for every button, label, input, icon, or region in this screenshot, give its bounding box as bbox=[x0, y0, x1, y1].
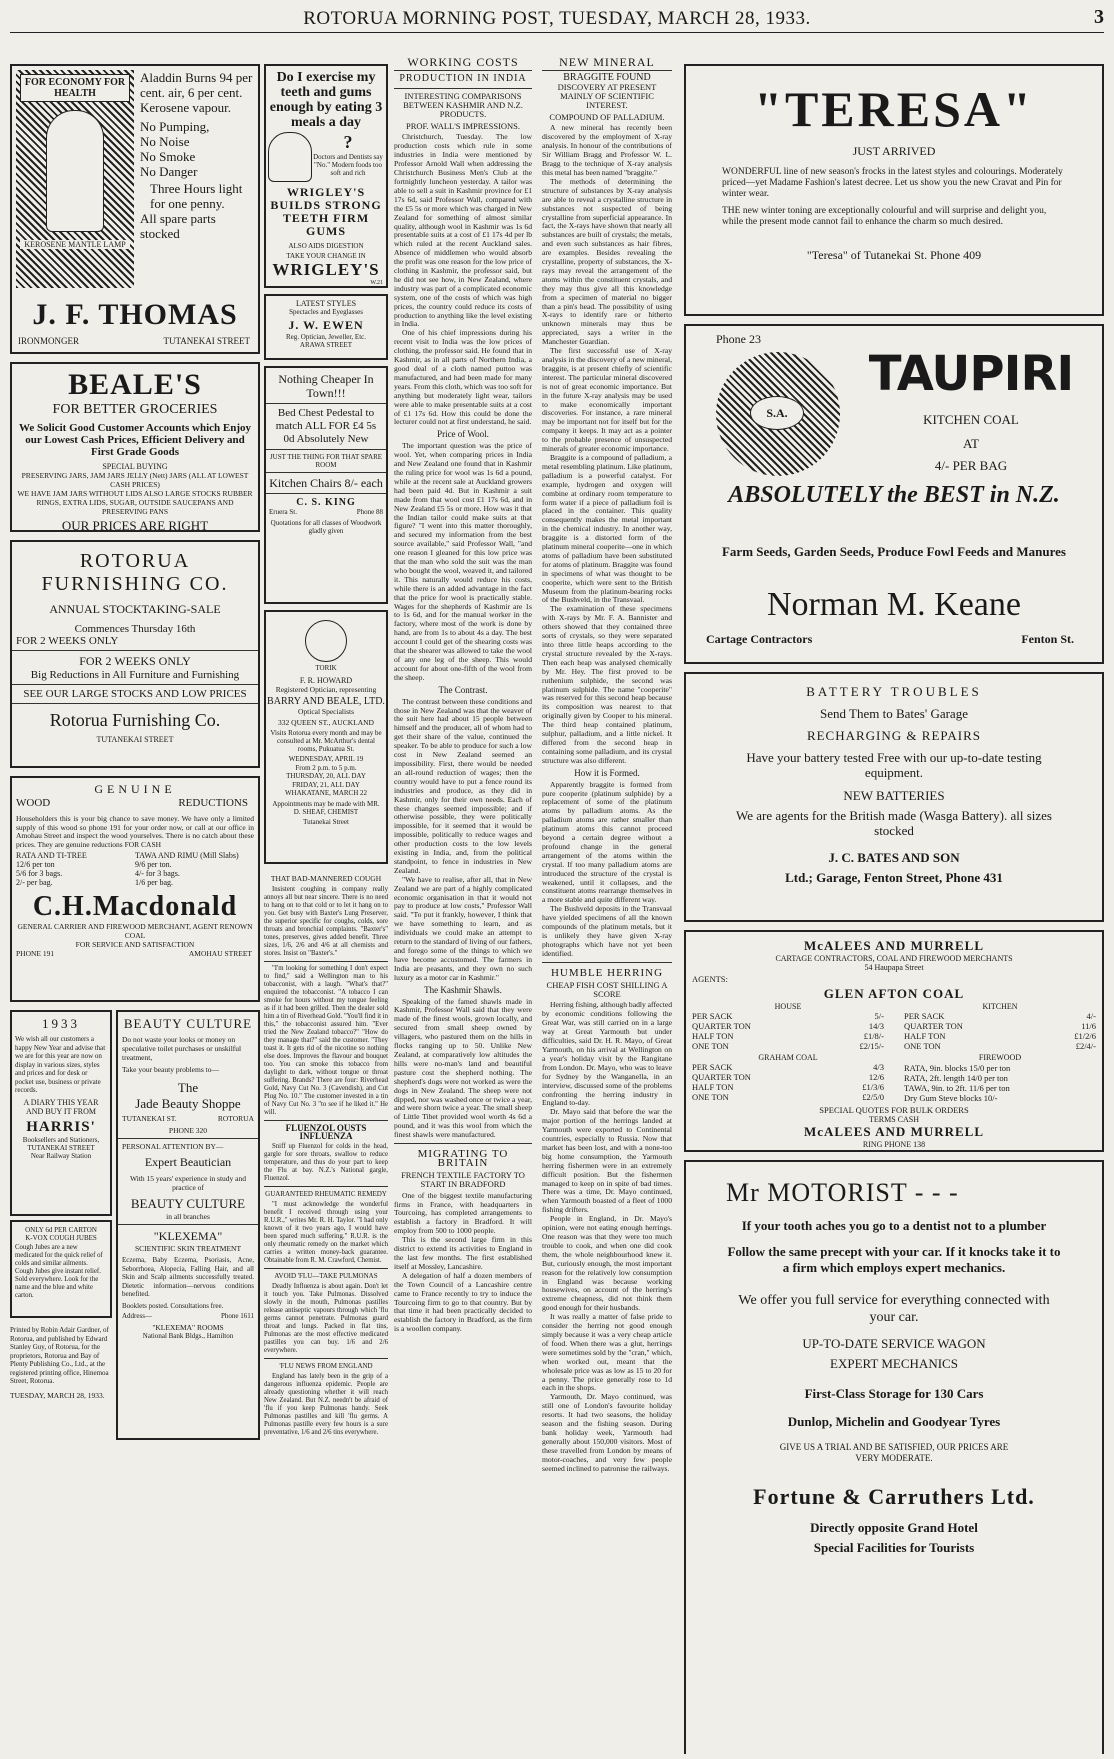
ewen-line1: LATEST STYLES bbox=[295, 299, 357, 308]
lamp-icon bbox=[46, 110, 104, 232]
price-row bbox=[692, 1041, 884, 1051]
personal-text: PERSONAL ATTENTION BY— bbox=[122, 1142, 224, 1151]
trade: Booksellers and Stationers, TUTANEKAI STREET bbox=[22, 1135, 100, 1152]
price-label: QUARTER TON bbox=[692, 1021, 751, 1031]
business-name: J. C. BATES AND SON bbox=[828, 850, 960, 865]
address-label: Address— bbox=[122, 1311, 152, 1320]
column-1 bbox=[10, 54, 260, 1754]
logo-text: S.A. bbox=[750, 396, 804, 430]
phone: PHONE 191 bbox=[16, 949, 55, 958]
price-row bbox=[904, 1031, 1096, 1041]
town: ROTORUA bbox=[217, 1114, 254, 1123]
address: Eruera St. bbox=[269, 508, 297, 516]
article-title: WORKING COSTS bbox=[407, 55, 519, 69]
klexema-body: Eczema, Baby Eczema, Psoriasis, Acne, Seborrhoea, Alopecia, Falling Hair, and all Skin and Scalp ailments successfully treated. Dietetic information—nervous conditions benefited. bbox=[122, 1256, 254, 1298]
reductions-heading: REDUCTIONS bbox=[178, 797, 248, 809]
price-row bbox=[692, 1011, 884, 1021]
product-name: K-VOX COUGH JUBES bbox=[25, 1234, 97, 1242]
business-name: ROTORUA bbox=[79, 550, 191, 572]
duration-text: FOR 2 WEEKS ONLY bbox=[16, 635, 119, 647]
paragraph: The methods of determining the structure of substances by X-ray analysis are able to reveal a crystalline structure in substances not suspected of being crystalline from superficial appearance. In fact, the X-rays have shown that nearly all substances are built of crystals; the metals, and even such substances as hair fibres, are examples. Besides revealing the crystalline, property of substances, the X-rays may reveal the arrangement of the atoms within the constituent crystals, and they may thus give all this knowledge from a specimen of material no bigger than a pin's head. The possibility of using X-rays to identify rare or hitherto unknown minerals may thus be appreciated, says a writer in the Manchester Guardian. bbox=[542, 176, 672, 347]
section-heading: The Contrast. bbox=[438, 684, 488, 695]
price-list-tawa bbox=[135, 851, 254, 887]
doctors-text: Doctors and Dentists say "No." Modern foods too soft and rich bbox=[313, 153, 383, 177]
article-body: Insistent coughing in company really annoys all but near sincere. There is no need to hang on to that cold or to let it hang on to you. Get busy with Baxter's Lung Preserver, the superior specific for coughs, colds, sore throats and bronchial complaints. "Baxter's" tones, preserves, gives added benefit. Three sizes, 1/6, 2/6 and 4/6 at all chemists and stores. Insist on "Baxter's." bbox=[264, 886, 388, 957]
ad-keane bbox=[684, 324, 1104, 664]
paragraph: Dr. Mayo said that before the war the major portion of the herrings landed at Yarmouth were exported to Continental countries, especially to Russia. Now that market has been lost, and with a none-too big home consumption, the Yarmouth herring fishermen were in an extremely difficult position. But the fishermen managed to keep on in spite of bad times. There was a time, Dr. Mayo continued, when Yarmouth boasted of a fleet of 1000 fishing drifters. bbox=[542, 1107, 672, 1215]
price: 1/6 per bag. bbox=[135, 878, 173, 887]
chairs-text: Kitchen Chairs 8/- each bbox=[269, 476, 383, 490]
paragraph: The Bushveld deposits in the Transvaal have yielded specimens of all the known compounds of the platinum metals, but it is unlikely they have given X-ray photographs which have not yet been identified. bbox=[542, 904, 672, 958]
commences-text: Commences Thursday 16th bbox=[74, 623, 196, 635]
page-number: 3 bbox=[1094, 6, 1104, 28]
coal-name: GLEN AFTON COAL bbox=[823, 986, 965, 1001]
diary-text: A DIARY THIS YEAR AND BUY IT FROM bbox=[23, 1097, 99, 1116]
date: From 2 p.m. to 5 p.m. bbox=[295, 763, 357, 772]
absolutely-text: ABSOLUTELY the BEST in N.Z. bbox=[728, 482, 1060, 508]
paragraph: It was really a matter of false pride to consider the herring not good enough simply because it was a very cheap article of food. When there was a glut, herrings were sometimes sold by the "cran," which, when worked out, meant that the wholesale price was as low as 15 to 20 for a penny. The price generally rose to 1d each in the shops. bbox=[542, 1312, 672, 1393]
small-articles bbox=[264, 872, 388, 1437]
solicit-text: We Solicit Good Customer Accounts which Enjoy our Lowest Cash Prices, Efficient Delivery and First Grade Goods bbox=[18, 422, 252, 458]
article-subtitle: CHEAP FISH COST SHILLING A SCORE bbox=[546, 979, 668, 999]
product-body: Cough Jubes are a new medicated for the quick relief of colds and similar ailments. Cough Jubes give instant relief. Sold everywhere. Look for the name and the blue and white carton. bbox=[15, 1244, 103, 1299]
send-text: Send Them to Bates' Garage bbox=[820, 706, 968, 721]
price-label: ONE TON bbox=[692, 1041, 729, 1051]
digest-text: ALSO AIDS DIGESTION bbox=[288, 242, 364, 250]
article-body: "I'm looking for something I don't expect to find," said a Wellington man to his tobacconist, with a laugh. "What's that?" enquired the tobacconist. "A tobacco I can smoke for hours without my tongue feeling as if it had been grilled. Then the dealer sold him a tin of Riverhead Gold. "You'll find it in this," the tobacconist assured him. "Ever tried the New Zealand tobacco?" "How do they manage that?" said the customer. "They toast it. It gets rid of the nicotine so nothing else does. Improves the flavour and bouquet too. You can smoke this tobacco from daylight to dark, without tongue or throat suffering. Brands? There are four: Riverhead Gold, Navy Cut No. 3 (Cavendish), and Cut Plug No. 10." The customer invested in a tin of Navy Cut No. 3 "to see if he liked it." He will. bbox=[264, 965, 388, 1116]
price-row bbox=[692, 1062, 884, 1072]
wrigley-headline: Do I exercise my teeth and gums enough by eating 3 meals a day bbox=[269, 70, 383, 130]
ad-teresa bbox=[684, 64, 1104, 316]
price-label: HALF TON bbox=[692, 1082, 734, 1092]
beauty-take: Take your beauty problems to— bbox=[122, 1065, 219, 1074]
tourists-text: Special Facilities for Tourists bbox=[813, 1540, 975, 1555]
paragraph: Herring fishing, although badly affected by economic conditions following the Great War, was still carried on in a large way at Great Yarmouth but under difficulties, said Dr. H. R. Mayo, of Great Yarmouth, on his arrival at Wellington on a year's holiday visit by the Rangitane from London. Dr. Mayo, who was to leave for Sydney by the Wanganella, in an interview, discussed some of the problems confronting the herring industry in England to-day. bbox=[542, 1000, 672, 1108]
price-label: PER SACK bbox=[692, 1062, 733, 1072]
price-value: 11/6 bbox=[1081, 1021, 1096, 1031]
battery-title: BATTERY TROUBLES bbox=[806, 684, 982, 699]
spares-text: All spare parts stocked bbox=[140, 211, 216, 241]
column-5 bbox=[684, 54, 1104, 1754]
business-name: BEALE'S bbox=[68, 368, 202, 401]
special-heading: SPECIAL BUYING bbox=[102, 462, 168, 471]
ad-harris bbox=[10, 1010, 112, 1216]
kitchen-coal-table bbox=[904, 1002, 1096, 1051]
price-row bbox=[692, 1092, 884, 1102]
phone: RING PHONE 138 bbox=[862, 1140, 926, 1149]
ad-beauty bbox=[116, 1010, 260, 1440]
tyres-text: Dunlop, Michelin and Goodyear Tyres bbox=[787, 1414, 1001, 1429]
year: 1933 bbox=[42, 1016, 80, 1031]
beauty-title-2: BEAUTY CULTURE bbox=[130, 1196, 246, 1211]
article-body: "I must acknowledge the wonderful benefit I received through using your R.U.R.," writes Mr. R. H. Taylor. "I had only known of it two years ago, I would have been spared much suffering." R.U.R. is the only rheumatic remedy on the market which carries a written money-back guarantee. Obtainable from R. M. Crawford, Chemist. bbox=[264, 1201, 388, 1264]
article-subtitle-2: DISCOVERY AT PRESENT MAINLY OF SCIENTIFIC INTEREST. bbox=[557, 81, 657, 110]
ad-king bbox=[264, 366, 388, 604]
masthead bbox=[10, 6, 1104, 33]
see-text: SEE OUR LARGE STOCKS AND LOW PRICES bbox=[23, 688, 247, 700]
paragraph: Speaking of the famed shawls made in Kashmir, Professor Wall said that they were made of the finest wools, grown locally, and secured from small sheep owned by villagers, who pastured them on the hills in flocks ranging up to 50. Unlike New Zealand, at comparatively low altitudes the hills were no-man's land and beautiful pasture cost the shepherd nothing. The shepherd's dogs were not worked as were the dogs in New Zealand. The sheep were not dipped, nor was washed once or twice a year, and were shorn twice a year. The small sheep of Little Tibet provided wool worth 4s 6d a pound, and it was this wool from which the finest shawls were manufactured. bbox=[394, 996, 532, 1140]
headline: Aladdin Burns 94 per cent. air, 6 per cent. Kerosene vapour. bbox=[140, 70, 253, 115]
price-row bbox=[692, 1031, 884, 1041]
ad-howard bbox=[264, 610, 388, 864]
section-heading: Price of Wool. bbox=[437, 429, 489, 440]
motorist-title: Mr MOTORIST - - - bbox=[726, 1178, 959, 1207]
price: ONLY 6d PER CARTON bbox=[25, 1226, 97, 1234]
imprint bbox=[10, 1326, 112, 1400]
paragraph: Braggite is a compound of palladium, a metal resembling platinum. Like platinum, palladium is a powerful catalyst. For example, hydrogen and oxygen will combine at ordinary room temperature to form water if a piece of palladium foil is placed in the container. This quality consequently makes the metal important in the chemical industry. In another way, braggite is a distorted form of the platinum mineral cooperite—one in which atoms of palladium have been substituted for atoms of platinum. Braggite was found in specimens of what was thought to be cooperite, which were sent to the British Museum from the platinum-bearing rocks of the Bushveld, in the Transvaal. bbox=[542, 452, 672, 605]
bank-text: National Bank Bldgs., Hamilton bbox=[142, 1331, 234, 1340]
article-body: Sniff up Fluenzol for colds in the head, gargle for sore throats, swallow to reduce temperature, and thus do your part to keep the Flu at bay. N.Z.'s National gargle, Fluenzol. bbox=[264, 1143, 388, 1182]
brand-name: WRIGLEY'S bbox=[272, 260, 380, 279]
man-illustration-icon bbox=[268, 132, 312, 182]
expert-text: Expert Beautician bbox=[144, 1155, 232, 1169]
ad-mcalees bbox=[684, 930, 1104, 1152]
trade: Reg. Optician, Jeweller, Etc. bbox=[286, 333, 366, 341]
the-text: The bbox=[177, 1080, 199, 1095]
price-row bbox=[904, 1011, 1096, 1021]
booklets-text: Booklets posted. Consultations free. bbox=[122, 1301, 224, 1310]
price-row bbox=[904, 1041, 1096, 1051]
price-value: £2/4/- bbox=[1075, 1041, 1096, 1051]
phone: Phone 23 bbox=[716, 332, 761, 346]
section-heading: How it is Formed. bbox=[574, 767, 640, 778]
article-subtitle-3: PROF. WALL'S IMPRESSIONS. bbox=[405, 120, 521, 131]
article-title: GUARANTEED RHEUMATIC REMEDY bbox=[265, 1190, 387, 1198]
paragraph: The examination of these specimens with X-rays by Mr. F. A. Bannister and others showed that they contained three sorts of crystals, so they were separated into three little heaps according to the crystal structure revealed by the X-rays. Then each heap was analysed chemically by Mr. Hey. The first proved to be ruthenium sulphide, the second was platinum sulphide. The name "cooperite" was reserved for this second heap because its composition was nearest to that originally given by Cooper to his mineral. The third heap contained platinum, sulphur, palladium, and a little nickel. It differed from the second heap in containing some palladium, and its crystal structure was also different. bbox=[542, 604, 672, 765]
appointments-text: Appointments may be made with MR. D. SHEAF, CHEMIST bbox=[272, 799, 380, 816]
quotations-text: Quotations for all classes of Woodwork gladly given bbox=[270, 519, 382, 535]
price: 4/- PER BAG bbox=[934, 458, 1008, 473]
price-value: £1/3/6 bbox=[862, 1082, 884, 1092]
article-title: AVOID 'FLU—TAKE PULMONAS bbox=[274, 1272, 378, 1280]
house-heading: HOUSE bbox=[774, 1002, 802, 1011]
price: 5/6 for 3 bags. bbox=[16, 869, 63, 878]
ad-thomas bbox=[10, 64, 260, 354]
article-subtitle: BRAGGITE FOUND bbox=[563, 71, 651, 83]
buying-text: PRESERVING JARS, JAM JARS JELLY (Nett) JARS (ALL AT LOWEST CASH PRICES) bbox=[21, 471, 249, 489]
dates-list bbox=[266, 755, 386, 798]
price-label: HALF TON bbox=[692, 1031, 734, 1041]
hours-text: Three Hours light for one penny. bbox=[150, 181, 243, 211]
at-text: AT bbox=[963, 436, 979, 451]
near-station: Near Railway Station bbox=[30, 1151, 92, 1160]
ad-macdonald bbox=[10, 776, 260, 1002]
article-subtitle: FRENCH TEXTILE FACTORY TO START IN BRADFORD bbox=[401, 1169, 525, 1189]
ad-furnishing bbox=[10, 540, 260, 768]
klexema-sub: SCIENTIFIC SKIN TREATMENT bbox=[134, 1244, 242, 1253]
imprint-body: Printed by Robin Adair Gardner, of Rotorua, and published by Edward Stanley Guy, of Rotorua, for the proprietors, Rotorua and Bay of Plenty Publishing Co., Ltd., at the registered printing office, Hinemoa Street, Rotorua. bbox=[10, 1326, 109, 1385]
article-body: England has lately been in the grip of a dangerous influenza epidemic. People are already questioning whether it will reach New Zealand. But N.Z. needn't be afraid of 'flu if you keep Pulmonas handy. Seek Pulmonas pastilles and kill 'flu germs. A Pulmonas pastille every few hours is a sure preventative, 1/6 and 2/6 tins everywhere. bbox=[264, 1373, 388, 1436]
paragraph: Christchurch, Tuesday. The low production costs which rule in some industries in India were mentioned by Professor Arnold Wall when addressing the Christchurch Business Men's Club at the fortnightly luncheon yesterday. A tailor was able to sell a suit in Kashmir province for £1 17s 6d, said Professor Wall, compared with the £5 5s or more which was charged in New Zealand for something of almost similar quality, although wool in Kashmir was 1s 6d presentable suits at a cost of £1 17s 4d per lb which ruled at the recent Auckland sales. Absence of middlemen who would absorb the profit was one reason for the low price of clothing in Kashmir, the professor said, but he did not see how, in New Zealand, where industry was part of a complicated economic system, one of the costs of which was high prices, the country could reduce its costs of production to anything like the level existing in India. bbox=[394, 132, 532, 329]
graham-coal-table bbox=[692, 1053, 884, 1103]
trade: IRONMONGER bbox=[18, 336, 80, 346]
precept-text: Follow the same precept with your car. If it knocks take it to a firm which employs expert mechanics. bbox=[727, 1244, 1061, 1275]
business-name: Norman M. Keane bbox=[767, 586, 1021, 623]
ad-ewen bbox=[264, 294, 388, 360]
trade: GENERAL CARRIER AND FIREWOOD MERCHANT, AGENT RENOWN COAL bbox=[17, 922, 253, 940]
paragraph: A new mineral has recently been discovered by the employment of X-ray analysis. In honour of the contributions of Sir William Bragg and Professor W. L. Bragg to the technique of X-ray analysis this metal has been named "braggite." bbox=[542, 123, 672, 177]
kitchen-heading: KITCHEN bbox=[982, 1002, 1018, 1011]
business-name-2: McALEES AND MURRELL bbox=[803, 1124, 985, 1139]
street: AMOHAU STREET bbox=[188, 949, 252, 958]
price-value: 12/6 bbox=[868, 1072, 884, 1082]
firewood-heading: FIREWOOD bbox=[978, 1053, 1022, 1062]
price-label: PER SACK bbox=[904, 1011, 945, 1021]
appointments-street: Tutanekai Street bbox=[303, 817, 349, 826]
business-name: McALEES AND MURRELL bbox=[803, 938, 985, 953]
feature-list bbox=[140, 119, 256, 179]
business-name: HARRIS' bbox=[26, 1118, 96, 1135]
price-label: ONE TON bbox=[692, 1092, 729, 1102]
lamp-caption: KEROSENE MANTLE LAMP bbox=[20, 240, 130, 249]
service: FOR SERVICE AND SATISFACTION bbox=[75, 940, 195, 949]
harris-body: We wish all our customers a happy New Year and advise that we are for this year are now on display in various sizes, styles and prices and for desk or pocket use, business or private records. bbox=[15, 1035, 106, 1094]
paragraph: One of his chief impressions during his recent visit to India was the low prices of clothing, the professor said. He found that in Kashmir, as in all parts of Northern India, a good deal of a cloth named puttoo was manufactured, and had been made for many years. From this cloth, which was too soft for anything but moderately light wear, tailors were able to make presentable suits at a cost of £1 17s 6d. How this could be done the lecturer could not at first understand, he said. bbox=[394, 328, 532, 427]
newspaper-title: ROTORUA MORNING POST, TUESDAY, MARCH 28, 1933. bbox=[303, 8, 811, 29]
article-title: 'FLU NEWS FROM ENGLAND bbox=[279, 1362, 373, 1370]
paragraph: The first successful use of X-ray analysis in the discovery of a new mineral, braggite, is at present chiefly of scientific interest. The particular mineral discovered is not of great economic importance. But in the future X-ray analysis may be used to make economically important discoveries. For instance, a rare mineral may be important not for itself but for the company it keeps. It may act as a pointer to the probable presence of unsuspected minerals of greater economic importance. bbox=[542, 346, 672, 454]
ad-code: W.21 bbox=[370, 280, 383, 286]
recharging-text: RECHARGING & REPAIRS bbox=[806, 728, 982, 743]
article-body: Deadly Influenza is about again. Don't let it touch you. Take Pulmonas. Dissolved slowly in the mouth, Pulmonas pastilles release antiseptic vapours through which 'flu germs cannot penetrate. Pulmonas guard throat and lungs. Packed in flat tins, Pulmonas are the most effective medicated pastilles you can buy. 1/6 and 2/6 everywhere. bbox=[264, 1283, 388, 1354]
price-list-rata bbox=[16, 851, 135, 887]
business-name: "TERESA" bbox=[754, 81, 1034, 137]
feature: No Pumping, bbox=[140, 119, 210, 134]
beauty-title: BEAUTY CULTURE bbox=[123, 1016, 253, 1031]
phone: Phone 88 bbox=[356, 508, 383, 516]
ad-cough-jubes bbox=[10, 1220, 112, 1318]
terms: TERMS CASH bbox=[868, 1115, 919, 1124]
article-subtitle-3: COMPOUND OF PALLADIUM. bbox=[549, 111, 665, 122]
feature: No Danger bbox=[140, 164, 198, 179]
feature: No Smoke bbox=[140, 149, 196, 164]
price-value: £2/15/- bbox=[859, 1041, 884, 1051]
price-value: £1/8/- bbox=[863, 1031, 884, 1041]
paragraph: This is the second large firm in this district to extend its activities to England in the last few months. The first established itself at Mossley, Lancashire. bbox=[394, 1235, 532, 1271]
phone: PHONE 320 bbox=[168, 1126, 208, 1135]
sale-title: ANNUAL STOCKTAKING-SALE bbox=[49, 602, 221, 616]
new-batteries: NEW BATTERIES bbox=[843, 788, 945, 803]
price-row bbox=[692, 1082, 884, 1092]
price-value: £2/5/0 bbox=[862, 1092, 884, 1102]
wood-heading: WOOD bbox=[16, 797, 51, 809]
business-name: J. F. THOMAS bbox=[32, 298, 238, 331]
price-value: £1/2/6 bbox=[1074, 1031, 1096, 1041]
farm-text: Farm Seeds, Garden Seeds, Produce Fowl Feeds and Manures bbox=[721, 544, 1066, 559]
imprint-date: TUESDAY, MARCH 28, 1933. bbox=[10, 1390, 105, 1400]
buying-text-2: WE HAVE JAM JARS WITHOUT LIDS ALSO LARGE STOCKS RUBBER RINGS, EXTRA LIDS, SUGAR, OUTSIDE SAUCEPANS AND PRESERVING PANS bbox=[17, 489, 253, 516]
prices-text: OUR PRICES ARE RIGHT bbox=[61, 518, 209, 532]
price: 9/6 per ton. bbox=[135, 860, 172, 869]
firm-name: BARRY AND BEALE, LTD. bbox=[267, 696, 385, 707]
business-name: F. R. HOWARD bbox=[299, 676, 353, 685]
logo-text: TORIK bbox=[315, 664, 337, 672]
price-value: 5/- bbox=[874, 1011, 884, 1021]
price-value: 4/- bbox=[1086, 1011, 1096, 1021]
paragraph: Yarmouth, Dr. Mayo continued, was still one of London's favourite holiday resorts. It had two seasons, the holiday season and the fishing season. During bank holiday week, Yarmouth had generally about 150,000 visitors. Most of these travelled from London by means of motor-coaches, and very few people seemed inclined to patronise the railways. bbox=[542, 1392, 672, 1473]
teresa-body: WONDERFUL line of new season's frocks in the latest styles and colourings. Moderately priced—yet Madame Fashion's latest decree. Let us show you the new Cravat and Pin for winter wear. bbox=[722, 167, 1063, 199]
agents-label: AGENTS: bbox=[692, 974, 728, 984]
article-title: FLUENZOL OUSTS INFLUENZA bbox=[285, 1123, 367, 1141]
article-title: HUMBLE HERRING bbox=[550, 966, 664, 979]
street: TUTANEKAI STREET bbox=[163, 336, 250, 346]
date: THURSDAY, 20, ALL DAY bbox=[286, 772, 366, 780]
price: 2/- per bag. bbox=[16, 878, 53, 887]
phone-2: Phone 1611 bbox=[221, 1311, 254, 1320]
article-mineral bbox=[538, 55, 676, 1473]
section-heading: The Kashmir Shawls. bbox=[424, 984, 502, 995]
genuine-heading: GENUINE bbox=[94, 782, 176, 796]
business-name: Fortune & Carruthers Ltd. bbox=[753, 1484, 1035, 1509]
price-row bbox=[692, 1072, 884, 1082]
wagon-text: UP-TO-DATE SERVICE WAGON bbox=[802, 1336, 986, 1351]
branches-text: in all branches bbox=[166, 1212, 210, 1221]
house-coal-table bbox=[692, 1002, 884, 1051]
spare-room-text: JUST THE THING FOR THAT SPARE ROOM bbox=[269, 453, 383, 469]
date: FRIDAY, 21, ALL DAY bbox=[292, 780, 360, 789]
paragraph: "We have to realise, after all, that in New Zealand we are part of a highly complicated economic organisation in that it would not pay to produce at low costs," Professor Wall said. "To put it frankly, however, I think that we have something to learn, and as individuals we could make an attempt to return to the standard of living of our fathers, and forego some of the things to which we have become accustomed. The farmers in India are peasants, and they own no such luxury as a motor car in Kashmir." bbox=[394, 874, 532, 982]
just-arrived: JUST ARRIVED bbox=[852, 144, 936, 158]
paragraph: Apparently braggite is formed from pure cooperite (platinum sulphide) by a replacement of some of the platinum atoms by palladium atoms. As the palladium atoms are rather smaller than platinum atoms this cannot proceed beyond a certain degree without a profound change in the general arrangement of the atoms within the crystal. If too many palladium atoms are introduced the structure of the crystal is weakened, until it collapses, and the constituent atoms rearrange themselves in a more stable and quite different way. bbox=[542, 779, 672, 905]
price-heading: RATA AND TI-TREE bbox=[16, 851, 87, 860]
paragraph: The important question was the price of wool. Yet, when comparing prices in India and New Zealand one found that in Kashmir the ruling price for wool was 1s 6d a pound, while at the recent sale at Auckland growers had been paid 4d. But in Kashmir a suit made from that wool cost £1 17s 6d, and in New Zealand £5 5s or more. How was it that the Indian tailor could make suits at that figure? "I went into this matter thoroughly, and secured my information from the best source available," said Professor Wall, "and one reason I gleaned for this low price was that the man who sold the suit was the man who bought the wool, weaved it, and tailored it. This naturally would reduce his costs, while there is an added advantage in the fact that the price for wool is practically stable. Wages for the shepherds of Kashmir are 1s to 1s 6d, and for the manual worker in the factory, where most of the work is done by hand, are from 1s to about 4s a day. The best account I could get of the shearing costs was that the shearer was allowed to take the wool of any one leg of the sheep. This would account for about one-fifth of the wool from the sheep. bbox=[394, 441, 532, 682]
teresa-body-2: THE new winter toning are exceptionally colourful and will surprise and delight you, while the present mode cannot fail to enhance the charm so much desired. bbox=[722, 206, 1047, 227]
article-working-costs bbox=[394, 55, 532, 1334]
column-4 bbox=[538, 54, 676, 1754]
address: Ltd.; Garage, Fenton Street, Phone 431 bbox=[785, 870, 1003, 885]
slogan: FOR BETTER GROCERIES bbox=[52, 402, 218, 417]
kitchen-coal: KITCHEN COAL bbox=[923, 412, 1019, 427]
builds-text: WRIGLEY'S BUILDS STRONG TEETH FIRM GUMS bbox=[270, 185, 382, 238]
ewen-line2: Spectacles and Eyeglasses bbox=[289, 308, 363, 316]
klexema-title: "KLEXEMA" bbox=[153, 1229, 223, 1243]
rooms-text: "KLEXEMA" ROOMS bbox=[152, 1322, 224, 1332]
agents-text: We are agents for the British made (Wasga Battery). all sizes stocked bbox=[736, 808, 1052, 838]
nothing-cheaper: Nothing Cheaper In Town!!! bbox=[278, 372, 374, 400]
article-title: NEW MINERAL bbox=[559, 55, 655, 69]
ad-fortune bbox=[684, 1160, 1104, 1754]
address: TUTANEKAI ST. bbox=[122, 1114, 177, 1123]
date: WHAKATANE, MARCH 22 bbox=[284, 789, 368, 797]
wood-body: Householders this is your big chance to save money. We have only a limited supply of this wood so phone 191 for your order now, or call at our office in Amohau Street and inspect the wood yourselves. There is no catch about these prices. They are genuine reductions FOR CASH bbox=[16, 814, 254, 849]
article-title: MIGRATING TO BRITAIN bbox=[417, 1148, 509, 1169]
reductions-text: Big Reductions in All Furniture and Furnishing bbox=[30, 669, 240, 681]
ad-beales bbox=[10, 362, 260, 532]
price: 4/- for 3 bags. bbox=[135, 869, 180, 878]
logo-text: FOR ECONOMY FOR HEALTH bbox=[20, 74, 130, 102]
paragraph: A delegation of half a dozen members of the Town Council of a Lancashire centre came to France recently to try to induce the Tourcoing firm to go to that country. But by that time it had been practically decided to establish the factory in Bradford, as the firm is a woollen company. bbox=[394, 1270, 532, 1334]
rep-text: Registered Optician, representing bbox=[275, 685, 377, 694]
cartage-text: Cartage Contractors bbox=[706, 632, 813, 646]
paragraph: The contrast between these conditions and those in New Zealand was that the weaver of the suit here had about 15 people between himself and the producer, all of whom had to get their share of the value, continued the speaker. To be able to produce for such a low cost in New Zealand seemed an impossibility. First, there would be needed an all-round reduction of wages; then the country would have to put a fence round its industries and produce, as they did in Kashmir, only for their own needs. Each of these changes seemed impossible; and if otherwise possible, they were politically impossible, for it seemed that it would be impossible, politically to reduce wages and other production costs to the low levels existing in India, and, from the political standpoint, to fence in industries in New Zealand. bbox=[394, 696, 532, 875]
teresa-footer: "Teresa" of Tutanekai St. Phone 409 bbox=[806, 248, 982, 262]
mechanics-text: EXPERT MECHANICS bbox=[830, 1356, 958, 1371]
lamp-illustration bbox=[16, 70, 134, 288]
price-label: QUARTER TON bbox=[692, 1072, 751, 1082]
street: TUTANEKAI STREET bbox=[96, 735, 174, 744]
firewood-price: RATA, 9in. blocks 15/0 per ton bbox=[904, 1063, 1011, 1073]
bates-body: Have your battery tested Free with our up-to-date testing equipment. bbox=[746, 750, 1042, 780]
price-label: HALF TON bbox=[904, 1031, 946, 1041]
business-name-2: FURNISHING CO. bbox=[41, 573, 229, 595]
eye-logo-icon bbox=[305, 620, 347, 662]
duration-text-2: FOR 2 WEEKS ONLY bbox=[79, 654, 191, 668]
street: 54 Haupapa Street bbox=[864, 963, 924, 972]
feature: No Noise bbox=[140, 134, 190, 149]
street: ARAWA STREET bbox=[299, 341, 353, 349]
column-2 bbox=[264, 54, 388, 1754]
address: 332 QUEEN ST., AUCKLAND bbox=[278, 718, 374, 727]
years-text: With 15 years' experience in study and practice of bbox=[129, 1174, 246, 1192]
article-title: THAT BAD-MANNERED COUGH bbox=[270, 874, 382, 883]
signature: Rotorua Furnishing Co. bbox=[49, 710, 221, 730]
price-label: QUARTER TON bbox=[904, 1021, 963, 1031]
firewood-price: TAWA, 9in. to 2ft. 11/6 per ton bbox=[904, 1083, 1010, 1093]
taupiri-logo-icon bbox=[716, 352, 840, 476]
opposite-text: Directly opposite Grand Hotel bbox=[810, 1520, 978, 1535]
storage-text: First-Class Storage for 130 Cars bbox=[804, 1386, 984, 1401]
price-label: PER SACK bbox=[692, 1011, 733, 1021]
price-row bbox=[692, 1021, 884, 1031]
price-heading: TAWA AND RIMU (Mill Slabs) bbox=[135, 851, 239, 860]
street: Fenton St. bbox=[1021, 632, 1074, 646]
business-name: J. W. EWEN bbox=[288, 318, 364, 332]
beauty-body: Do not waste your looks or money on speculative toilet purchases or unskilful treatment, bbox=[122, 1035, 242, 1062]
business-name: Jade Beauty Shoppe bbox=[135, 1096, 241, 1111]
special-quotes: SPECIAL QUOTES FOR BULK ORDERS bbox=[819, 1105, 969, 1115]
visits-text: Visits Rotorua every month and may be consulted at Mr. McArthur's dental rooms, Pukuatua St. bbox=[270, 729, 382, 753]
brand-name: TAUPIRI bbox=[868, 346, 1074, 402]
firewood-price: RATA, 2ft. length 14/0 per ton bbox=[904, 1073, 1008, 1083]
price-row bbox=[904, 1021, 1096, 1031]
firm-sub: Optical Specialists bbox=[297, 707, 355, 716]
service-text: We offer you full service for everything connected with your car. bbox=[738, 1293, 1050, 1325]
tooth-text: If your tooth aches you go to a dentist not to a plumber bbox=[741, 1218, 1047, 1233]
pedestal-text: Bed Chest Pedestal to match ALL FOR £4 5s 0d Absolutely New bbox=[275, 407, 377, 445]
paragraph: One of the biggest textile manufacturing firms in France, with headquarters in Tourcoing, has completed arrangements to establish a factory in Bradford. It will employ from 500 to 1000 people. bbox=[394, 1190, 532, 1236]
change-text: TAKE YOUR CHANGE IN bbox=[286, 252, 366, 260]
business-name: C. S. KING bbox=[296, 497, 356, 508]
article-subtitle: PRODUCTION IN INDIA bbox=[399, 72, 527, 84]
price-label: ONE TON bbox=[904, 1041, 941, 1051]
date: WEDNESDAY, APRIL 19 bbox=[288, 755, 364, 763]
firewood-price: Dry Gum Steve blocks 10/- bbox=[904, 1093, 998, 1103]
graham-heading: GRAHAM COAL bbox=[758, 1053, 818, 1062]
column-3 bbox=[394, 54, 532, 1754]
trade: CARTAGE CONTRACTORS, COAL AND FIREWOOD MERCHANTS bbox=[775, 954, 1013, 963]
trial-text: GIVE US A TRIAL AND BE SATISFIED, OUR PRICES ARE VERY MODERATE. bbox=[779, 1442, 1009, 1463]
price: 12/6 per ton bbox=[16, 860, 55, 869]
article-subtitle-2: INTERESTING COMPARISONS BETWEEN KASHMIR AND N.Z. PRODUCTS. bbox=[403, 90, 523, 119]
firewood-list bbox=[904, 1053, 1096, 1103]
ad-bates bbox=[684, 672, 1104, 922]
paragraph: People in England, in Dr. Mayo's opinion, were not eating enough herrings. One reason was that they were too much trouble to cook, and when one did cook them, the whole neighbourhood knew it. But, curiously enough, the most important reason for the relatively low consumption in England was because working housewives, on account of the herring's extreme cheapness, did not think them good enough for their husbands. bbox=[542, 1214, 672, 1313]
price-value: 4/3 bbox=[873, 1062, 884, 1072]
question-mark: ? bbox=[343, 132, 353, 152]
business-name: C.H.Macdonald bbox=[32, 891, 238, 922]
ad-wrigley bbox=[264, 64, 388, 288]
price-value: 14/3 bbox=[868, 1021, 884, 1031]
